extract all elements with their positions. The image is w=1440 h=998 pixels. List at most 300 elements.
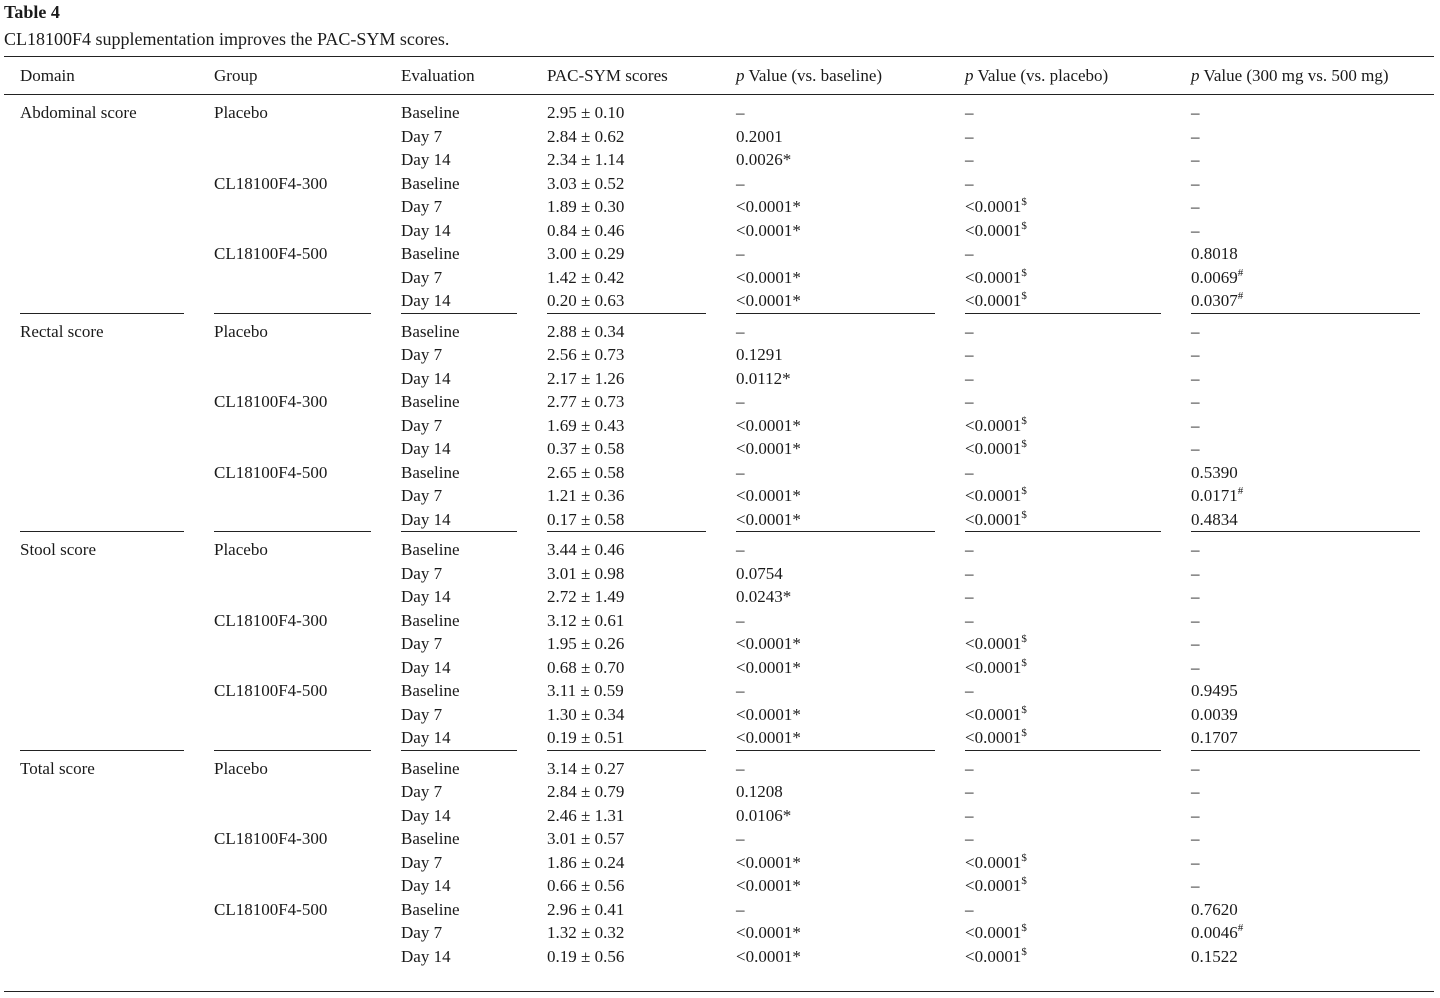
score-value: 2.88 ± 0.34	[547, 321, 625, 341]
score-cell	[531, 125, 720, 149]
score-value: 1.69 ± 0.43	[547, 415, 625, 435]
p-dose-cell	[1175, 726, 1434, 751]
p-placebo-value: <0.0001	[965, 197, 1022, 216]
evaluation-value: Day 14	[401, 368, 451, 388]
p-dose-value: –	[1191, 220, 1200, 240]
domain-value: Stool score	[20, 540, 97, 559]
score-value: 0.19 ± 0.51	[547, 728, 625, 747]
table-row	[4, 780, 1434, 804]
score-cell	[531, 609, 720, 633]
domain-cell	[4, 343, 198, 367]
p-placebo-cell	[949, 656, 1175, 680]
score-value: 3.01 ± 0.57	[547, 829, 625, 848]
evaluation-cell	[385, 751, 531, 781]
p-baseline-cell	[720, 532, 949, 562]
p-dose-value: –	[1191, 610, 1200, 630]
evaluation-value: Day 14	[401, 291, 451, 310]
group-cell	[198, 95, 385, 125]
p-placebo-value: –	[965, 345, 974, 364]
evaluation-value: Baseline	[401, 103, 460, 122]
group-cell	[198, 219, 385, 243]
p-baseline-value: <0.0001*	[736, 415, 801, 435]
score-value: 2.84 ± 0.62	[547, 126, 625, 146]
p-baseline-cell	[720, 461, 949, 485]
evaluation-cell	[385, 609, 531, 633]
p-baseline-value: –	[736, 392, 745, 411]
score-cell	[531, 921, 720, 945]
group-value: CL18100F4-500	[214, 899, 328, 919]
p-placebo-value: –	[965, 587, 974, 606]
domain-cell	[4, 219, 198, 243]
domain-cell	[4, 679, 198, 703]
p-dose-cell	[1175, 125, 1434, 149]
p-placebo-cell	[949, 95, 1175, 125]
group-value: Placebo	[214, 540, 268, 559]
score-cell	[531, 585, 720, 609]
group-cell	[198, 921, 385, 945]
p-placebo-cell	[949, 921, 1175, 945]
group-cell	[198, 532, 385, 562]
score-cell	[531, 219, 720, 243]
evaluation-value: Day 7	[401, 486, 443, 505]
p-placebo-cell	[949, 484, 1175, 508]
p-placebo-cell	[949, 343, 1175, 367]
group-cell	[198, 289, 385, 314]
p-dose-value: –	[1191, 587, 1200, 606]
domain-cell	[4, 898, 198, 922]
group-cell	[198, 751, 385, 781]
evaluation-cell	[385, 414, 531, 438]
table-row	[4, 851, 1434, 875]
p-dose-value: –	[1191, 345, 1200, 364]
domain-cell	[4, 804, 198, 828]
evaluation-cell	[385, 390, 531, 414]
group-cell	[198, 945, 385, 969]
score-cell	[531, 945, 720, 969]
p-dose-cell	[1175, 195, 1434, 219]
p-baseline-value: –	[736, 462, 745, 482]
evaluation-cell	[385, 656, 531, 680]
evaluation-value: Baseline	[401, 829, 460, 848]
p-dose-cell	[1175, 562, 1434, 586]
significance-mark: #	[1237, 290, 1244, 302]
p-dose-value: 0.8018	[1191, 244, 1238, 263]
score-value: 2.17 ± 1.26	[547, 368, 625, 388]
table-row	[4, 945, 1434, 969]
score-value: 1.21 ± 0.36	[547, 486, 625, 505]
p-baseline-value: 0.0026*	[736, 150, 792, 169]
evaluation-value: Day 7	[401, 782, 443, 801]
significance-mark: $	[1021, 727, 1027, 739]
score-value: 1.86 ± 0.24	[547, 852, 625, 872]
column-header: Domain	[4, 57, 198, 95]
p-dose-cell	[1175, 390, 1434, 414]
significance-mark: $	[1021, 922, 1027, 934]
p-dose-value: 0.4834	[1191, 509, 1238, 529]
evaluation-cell	[385, 289, 531, 314]
group-value: CL18100F4-300	[214, 392, 328, 411]
score-cell	[531, 898, 720, 922]
evaluation-value: Day 7	[401, 415, 443, 435]
p-baseline-cell	[720, 314, 949, 344]
p-dose-cell	[1175, 679, 1434, 703]
p-placebo-value: <0.0001	[965, 267, 1022, 287]
domain-cell	[4, 751, 198, 781]
evaluation-value: Baseline	[401, 540, 460, 559]
p-placebo-cell	[949, 289, 1175, 314]
p-dose-cell	[1175, 656, 1434, 680]
p-dose-cell	[1175, 898, 1434, 922]
domain-cell	[4, 585, 198, 609]
significance-mark: $	[1021, 438, 1027, 450]
p-placebo-cell	[949, 125, 1175, 149]
p-dose-cell	[1175, 437, 1434, 461]
evaluation-value: Day 7	[401, 267, 443, 287]
group-cell	[198, 874, 385, 898]
p-baseline-value: –	[736, 758, 745, 778]
evaluation-value: Baseline	[401, 462, 460, 482]
domain-value: Rectal score	[20, 321, 104, 341]
p-baseline-cell	[720, 632, 949, 656]
evaluation-cell	[385, 219, 531, 243]
p-placebo-value: <0.0001	[965, 946, 1022, 966]
p-dose-value: –	[1191, 392, 1200, 411]
p-dose-value: 0.5390	[1191, 462, 1238, 482]
p-dose-value: 0.1522	[1191, 946, 1238, 966]
table-row	[4, 172, 1434, 196]
evaluation-value: Day 14	[401, 439, 451, 458]
significance-mark: $	[1021, 290, 1027, 302]
p-baseline-cell	[720, 95, 949, 125]
evaluation-value: Day 7	[401, 126, 443, 146]
p-baseline-cell	[720, 656, 949, 680]
score-value: 0.17 ± 0.58	[547, 509, 625, 529]
p-dose-cell	[1175, 804, 1434, 828]
score-value: 2.56 ± 0.73	[547, 345, 625, 364]
p-placebo-cell	[949, 414, 1175, 438]
score-value: 1.30 ± 0.34	[547, 704, 625, 724]
group-cell	[198, 172, 385, 196]
table-row	[4, 874, 1434, 898]
p-dose-value: –	[1191, 173, 1200, 193]
table-row	[4, 266, 1434, 290]
p-dose-value: 0.0039	[1191, 704, 1238, 724]
p-dose-cell	[1175, 148, 1434, 172]
domain-cell	[4, 703, 198, 727]
p-baseline-value: <0.0001*	[736, 509, 801, 529]
evaluation-value: Day 7	[401, 345, 443, 364]
score-cell	[531, 562, 720, 586]
p-baseline-value: <0.0001*	[736, 923, 801, 942]
p-placebo-value: <0.0001	[965, 923, 1022, 942]
group-cell	[198, 242, 385, 266]
score-value: 3.12 ± 0.61	[547, 610, 625, 630]
score-value: 2.65 ± 0.58	[547, 462, 625, 482]
column-header: p Value (300 mg vs. 500 mg)	[1175, 57, 1434, 95]
p-placebo-cell	[949, 898, 1175, 922]
p-placebo-value: <0.0001	[965, 291, 1022, 310]
table-row	[4, 703, 1434, 727]
p-baseline-cell	[720, 484, 949, 508]
p-dose-cell	[1175, 367, 1434, 391]
score-cell	[531, 461, 720, 485]
group-value: Placebo	[214, 758, 268, 778]
evaluation-cell	[385, 95, 531, 125]
evaluation-cell	[385, 562, 531, 586]
score-cell	[531, 367, 720, 391]
domain-cell	[4, 390, 198, 414]
evaluation-cell	[385, 172, 531, 196]
evaluation-cell	[385, 242, 531, 266]
score-value: 2.34 ± 1.14	[547, 150, 625, 169]
domain-cell	[4, 148, 198, 172]
score-cell	[531, 726, 720, 751]
p-dose-value: –	[1191, 368, 1200, 388]
score-cell	[531, 780, 720, 804]
score-cell	[531, 437, 720, 461]
evaluation-value: Baseline	[401, 681, 460, 700]
score-value: 0.84 ± 0.46	[547, 220, 625, 240]
evaluation-value: Day 14	[401, 587, 451, 606]
p-baseline-value: 0.0106*	[736, 805, 792, 825]
significance-mark: $	[1021, 703, 1027, 716]
score-value: 1.95 ± 0.26	[547, 634, 625, 653]
p-baseline-cell	[720, 289, 949, 314]
p-dose-cell	[1175, 343, 1434, 367]
p-dose-cell	[1175, 851, 1434, 875]
p-dose-value: –	[1191, 634, 1200, 653]
p-dose-cell	[1175, 585, 1434, 609]
p-dose-cell	[1175, 414, 1434, 438]
evaluation-value: Day 14	[401, 220, 451, 240]
p-placebo-cell	[949, 609, 1175, 633]
score-cell	[531, 289, 720, 314]
table-row	[4, 609, 1434, 633]
group-cell	[198, 827, 385, 851]
significance-mark: $	[1021, 851, 1027, 864]
p-placebo-value: <0.0001	[965, 876, 1022, 895]
table-bottom-rule	[4, 991, 1434, 992]
score-value: 1.42 ± 0.42	[547, 267, 625, 287]
p-placebo-cell	[949, 632, 1175, 656]
evaluation-value: Baseline	[401, 244, 460, 263]
p-dose-value: –	[1191, 852, 1200, 872]
score-value: 0.37 ± 0.58	[547, 439, 625, 458]
score-cell	[531, 874, 720, 898]
score-value: 2.46 ± 1.31	[547, 805, 625, 825]
p-dose-value: 0.1707	[1191, 728, 1238, 747]
p-placebo-value: <0.0001	[965, 439, 1022, 458]
group-cell	[198, 367, 385, 391]
p-dose-value: –	[1191, 415, 1200, 435]
p-dose-cell	[1175, 532, 1434, 562]
p-baseline-value: <0.0001*	[736, 267, 801, 287]
p-baseline-cell	[720, 219, 949, 243]
evaluation-cell	[385, 804, 531, 828]
domain-cell	[4, 508, 198, 533]
score-cell	[531, 751, 720, 781]
p-placebo-value: –	[965, 392, 974, 411]
p-baseline-value: –	[736, 173, 745, 193]
p-placebo-cell	[949, 242, 1175, 266]
domain-cell	[4, 172, 198, 196]
p-dose-cell	[1175, 266, 1434, 290]
table-row	[4, 195, 1434, 219]
evaluation-value: Day 14	[401, 509, 451, 529]
p-dose-cell	[1175, 461, 1434, 485]
evaluation-cell	[385, 726, 531, 751]
table-caption: CL18100F4 supplementation improves the PAC-SYM scores.	[4, 29, 450, 49]
group-value: CL18100F4-500	[214, 244, 328, 263]
p-dose-cell	[1175, 95, 1434, 125]
group-value: CL18100F4-300	[214, 829, 328, 848]
score-cell	[531, 703, 720, 727]
table-row	[4, 390, 1434, 414]
group-cell	[198, 414, 385, 438]
p-dose-cell	[1175, 874, 1434, 898]
significance-mark: $	[1021, 633, 1027, 645]
group-cell	[198, 585, 385, 609]
group-cell	[198, 148, 385, 172]
evaluation-cell	[385, 898, 531, 922]
p-baseline-cell	[720, 827, 949, 851]
score-value: 3.00 ± 0.29	[547, 244, 625, 263]
p-baseline-cell	[720, 367, 949, 391]
evaluation-value: Baseline	[401, 610, 460, 630]
group-value: CL18100F4-500	[214, 462, 328, 482]
p-baseline-cell	[720, 195, 949, 219]
p-placebo-cell	[949, 874, 1175, 898]
significance-mark: $	[1021, 945, 1027, 958]
domain-cell	[4, 461, 198, 485]
p-placebo-cell	[949, 461, 1175, 485]
table-row	[4, 921, 1434, 945]
table-row	[4, 343, 1434, 367]
score-cell	[531, 314, 720, 344]
p-baseline-value: <0.0001*	[736, 852, 801, 872]
p-dose-cell	[1175, 632, 1434, 656]
p-baseline-value: <0.0001*	[736, 876, 801, 895]
p-placebo-cell	[949, 726, 1175, 751]
p-dose-value: 0.9495	[1191, 681, 1238, 700]
group-cell	[198, 679, 385, 703]
evaluation-cell	[385, 874, 531, 898]
p-placebo-cell	[949, 367, 1175, 391]
score-cell	[531, 656, 720, 680]
group-value: Placebo	[214, 321, 268, 341]
significance-mark: #	[1237, 266, 1244, 279]
table-row	[4, 827, 1434, 851]
p-dose-value: –	[1191, 758, 1200, 778]
group-cell	[198, 461, 385, 485]
p-placebo-cell	[949, 390, 1175, 414]
p-baseline-cell	[720, 148, 949, 172]
score-value: 1.89 ± 0.30	[547, 197, 625, 216]
table-body	[4, 95, 1434, 969]
p-placebo-value: –	[965, 103, 974, 122]
group-cell	[198, 632, 385, 656]
score-cell	[531, 414, 720, 438]
p-placebo-value: <0.0001	[965, 852, 1022, 872]
score-cell	[531, 632, 720, 656]
table-row	[4, 508, 1434, 533]
domain-cell	[4, 726, 198, 751]
p-dose-value: –	[1191, 563, 1200, 583]
table-row	[4, 95, 1434, 125]
p-placebo-value: –	[965, 899, 974, 919]
significance-mark: $	[1021, 219, 1027, 232]
p-baseline-cell	[720, 945, 949, 969]
p-baseline-value: –	[736, 899, 745, 919]
score-cell	[531, 172, 720, 196]
p-baseline-value: <0.0001*	[736, 634, 801, 653]
evaluation-cell	[385, 679, 531, 703]
group-cell	[198, 851, 385, 875]
evaluation-value: Day 14	[401, 876, 451, 895]
group-cell	[198, 390, 385, 414]
evaluation-cell	[385, 461, 531, 485]
p-dose-cell	[1175, 289, 1434, 314]
group-cell	[198, 703, 385, 727]
p-baseline-cell	[720, 726, 949, 751]
p-dose-value: –	[1191, 321, 1200, 341]
p-placebo-cell	[949, 804, 1175, 828]
p-dose-value: 0.7620	[1191, 899, 1238, 919]
evaluation-cell	[385, 148, 531, 172]
p-baseline-cell	[720, 679, 949, 703]
p-placebo-value: –	[965, 540, 974, 559]
significance-mark: $	[1021, 414, 1027, 427]
evaluation-value: Baseline	[401, 758, 460, 778]
evaluation-cell	[385, 367, 531, 391]
p-placebo-cell	[949, 195, 1175, 219]
p-dose-cell	[1175, 780, 1434, 804]
p-placebo-value: –	[965, 368, 974, 388]
evaluation-value: Day 14	[401, 657, 451, 677]
table-row	[4, 242, 1434, 266]
domain-cell	[4, 632, 198, 656]
score-value: 2.95 ± 0.10	[547, 103, 625, 122]
evaluation-cell	[385, 703, 531, 727]
p-baseline-value: <0.0001*	[736, 704, 801, 724]
group-cell	[198, 343, 385, 367]
score-cell	[531, 148, 720, 172]
evaluation-cell	[385, 195, 531, 219]
table-row	[4, 414, 1434, 438]
score-value: 3.44 ± 0.46	[547, 540, 625, 559]
evaluation-value: Day 14	[401, 805, 451, 825]
p-baseline-value: 0.0243*	[736, 587, 792, 606]
group-value: CL18100F4-300	[214, 173, 328, 193]
score-value: 0.66 ± 0.56	[547, 876, 625, 895]
p-placebo-value: <0.0001	[965, 704, 1022, 724]
group-cell	[198, 314, 385, 344]
p-placebo-cell	[949, 585, 1175, 609]
table-title: Table 4	[4, 2, 60, 22]
p-placebo-value: –	[965, 126, 974, 146]
p-placebo-cell	[949, 508, 1175, 533]
evaluation-cell	[385, 921, 531, 945]
evaluation-value: Day 7	[401, 197, 443, 216]
table-row	[4, 679, 1434, 703]
p-placebo-cell	[949, 679, 1175, 703]
p-placebo-value: –	[965, 462, 974, 482]
group-value: CL18100F4-500	[214, 681, 328, 700]
score-value: 2.72 ± 1.49	[547, 587, 625, 606]
evaluation-cell	[385, 314, 531, 344]
p-placebo-value: <0.0001	[965, 657, 1022, 677]
table-row	[4, 289, 1434, 314]
